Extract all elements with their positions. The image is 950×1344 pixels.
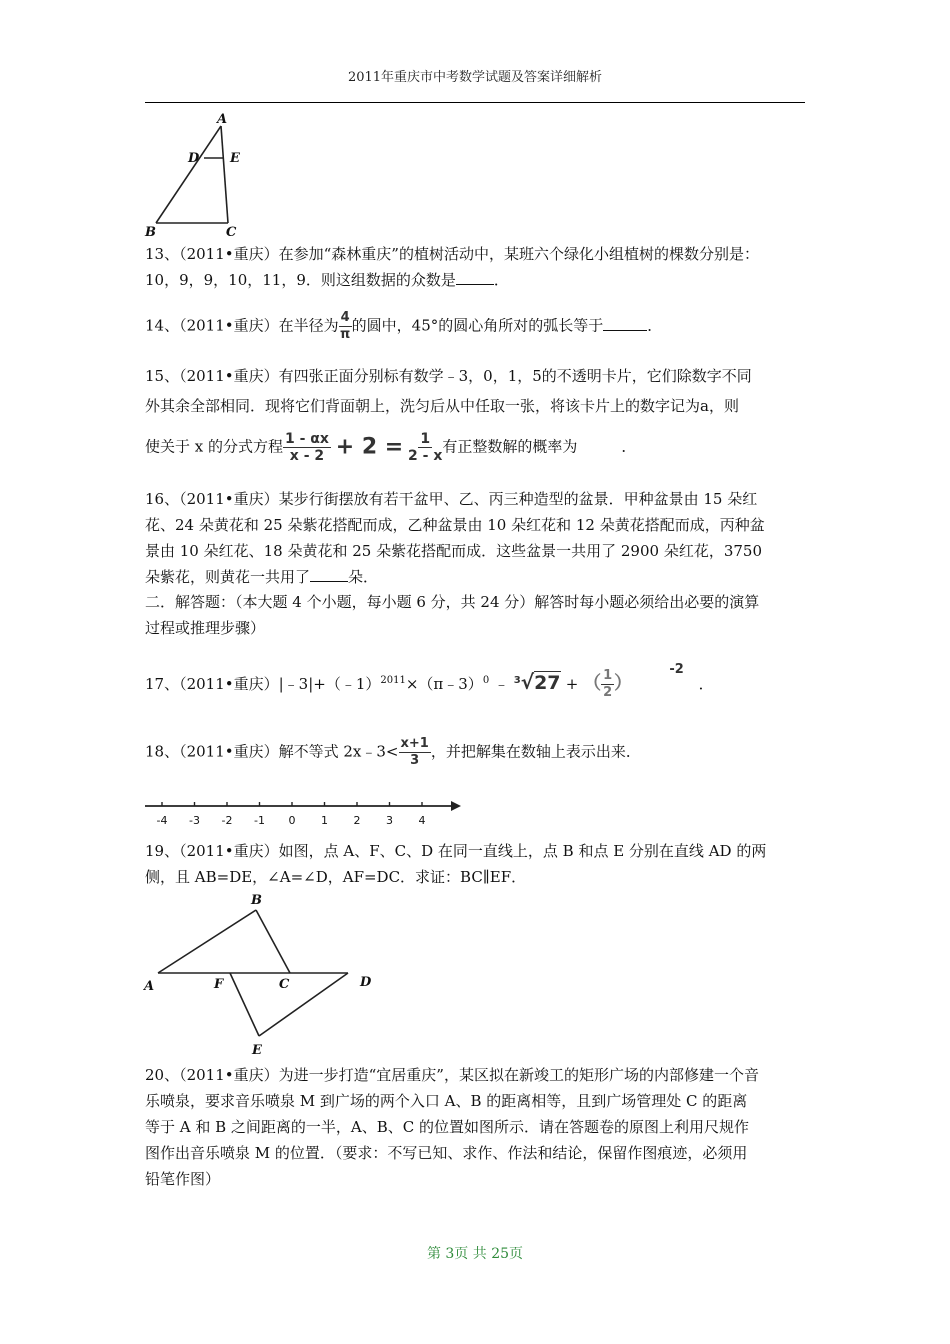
q15-line2: 外其余全部相同．现将它们背面朝上，洗匀后从中任取一张，将该卡片上的数字记为a，则 [145, 397, 739, 415]
label-b: B [251, 893, 262, 908]
question-15 [145, 363, 810, 464]
label-b: B [145, 225, 156, 240]
equation-plus-two: + 2 = [335, 434, 404, 460]
axis-arrow [451, 801, 461, 811]
triangle-figure [140, 110, 260, 240]
question-14: 14、（2011•重庆）在半径为 $\frac{4}{\pi}$ 的圆中，45°的圆心角所对的弧长等于 ． [145, 310, 663, 342]
q20-line3: 等于 A 和 B 之间距离的一半，A、B、C 的位置如图所示．请在答题卷的原图上利用尺规作 [145, 1118, 750, 1136]
tick-label: -3 [189, 814, 200, 827]
label-c: C [226, 225, 237, 240]
segment-fe [230, 973, 259, 1036]
q16-line4: 朵紫花，则黄花一共用了 朵． [145, 568, 379, 586]
q13-line2: 10，9，9，10，11，9．则这组数据的众数是 ． [145, 271, 509, 289]
label-e: E [252, 1043, 262, 1058]
q19-line2: 侧，且 AB=DE，∠A=∠D，AF=DC．求证：BC∥EF． [145, 868, 527, 886]
q15-line1: 15、（2011•重庆）有四张正面分别标有数学﹣3，0，1，5的不透明卡片，它们除数字不同 [145, 367, 752, 385]
page-header: 2011年重庆市中考数学试题及答案详细解析 [347, 70, 603, 85]
section-2-heading [145, 589, 810, 641]
tick-label: 3 [386, 814, 393, 827]
answer-blank [310, 567, 348, 582]
question-16 [145, 486, 810, 590]
answer-blank [456, 270, 494, 285]
label-f: F [214, 977, 224, 992]
segment-ab [158, 910, 256, 973]
question-19 [145, 838, 810, 890]
label-a: A [217, 112, 228, 127]
question-18: 18、（2011•重庆）解不等式 2x﹣3< $\frac{x+1}{3}$ ，并把解集在数轴上表示出来． [145, 736, 641, 768]
tick-label: 2 [353, 814, 361, 827]
tick-label: -1 [254, 814, 265, 827]
number-line [145, 796, 465, 836]
answer-blank [603, 316, 647, 331]
label-d: D [188, 151, 200, 166]
quadrilateral-figure [140, 888, 390, 1058]
fraction-4-over-pi: $\frac{4}{\pi}$ [339, 310, 351, 342]
q19-line1: 19、（2011•重庆）如图，点 A、F、C、D 在同一直线上，点 B 和点 E 分别在直线 AD 的两 [145, 842, 767, 860]
equation-fraction-2: $\frac{1}{2 - x}$ [408, 431, 443, 464]
fraction-x-plus-1-over-3: $\frac{x+1}{3}$ [400, 736, 429, 768]
label-e: E [230, 151, 240, 166]
half-power: （ $\frac{1}{2}$ ） [583, 668, 633, 700]
question-17: 17、（2011•重庆）|﹣3|+（﹣1）$^{2011}$×（π﹣3）$^0$ ﹣ $^3$√27 + （ $\frac{1}{2}$ ） -2 ． [145, 662, 714, 700]
segment-bc [256, 910, 290, 973]
section2-line2: 过程或推理步骤） [145, 619, 266, 637]
page-footer: 第 3页 共 25页 [426, 1246, 524, 1262]
q20-line5: 铅笔作图） [145, 1170, 221, 1188]
tick-label: -4 [156, 814, 168, 827]
q16-line2: 花、24 朵黄花和 25 朵紫花搭配而成，乙种盆景由 10 朵红花和 12 朵黄花搭配而成，丙种盆 [145, 516, 765, 534]
q16-line3: 景由 10 朵红花、18 朵黄花和 25 朵紫花搭配而成．这些盆景一共用了 2900 朵红花，3750 [145, 542, 762, 560]
label-c: C [279, 977, 290, 992]
q20-line1: 20、（2011•重庆）为进一步打造“宜居重庆”，某区拟在新竣工的矩形广场的内部修建一个音 [145, 1066, 759, 1084]
q16-line1: 16、（2011•重庆）某步行街摆放有若干盆甲、乙、丙三种造型的盆景．甲种盆景由 15 朵红 [145, 490, 758, 508]
equation-fraction-1: $\frac{1 - \alpha x}{x - 2}$ [285, 431, 329, 464]
label-a: A [144, 979, 155, 994]
label-d: D [360, 975, 372, 990]
tick-label: 1 [321, 814, 328, 827]
section2-line1: 二．解答题：（本大题 4 个小题，每小题 6 分，共 24 分）解答时每小题必须给出必要的演算 [145, 593, 760, 611]
tick-label: -2 [221, 814, 233, 827]
tick-label: 0 [288, 814, 296, 827]
q20-line4: 图作出音乐喷泉 M 的位置．（要求：不写已知、求作、作法和结论，保留作图痕迹，必须用 [145, 1144, 748, 1162]
header-rule [145, 102, 805, 103]
q15-line3: 使关于 x 的分式方程 $\frac{1 - \alpha x}{x - 2}$ + 2 = $\frac{1}{2 - x}$ 有正整数解的概率为 ． [145, 431, 637, 464]
edge-ac [221, 126, 228, 223]
question-13 [145, 241, 810, 293]
q20-line2: 乐喷泉，要求音乐喷泉 M 到广场的两个入口 A、B 的距离相等，且到广场管理处 C 的距离 [145, 1092, 748, 1110]
cube-root-27: $^3$√27 [513, 670, 561, 694]
question-20 [145, 1062, 810, 1192]
segment-ed [259, 973, 348, 1036]
tick-label: 4 [418, 814, 426, 827]
q13-line1: 13、（2011•重庆）在参加“森林重庆”的植树活动中，某班六个绿化小组植树的棵数分别是： [145, 245, 759, 263]
edge-ab [156, 126, 221, 223]
